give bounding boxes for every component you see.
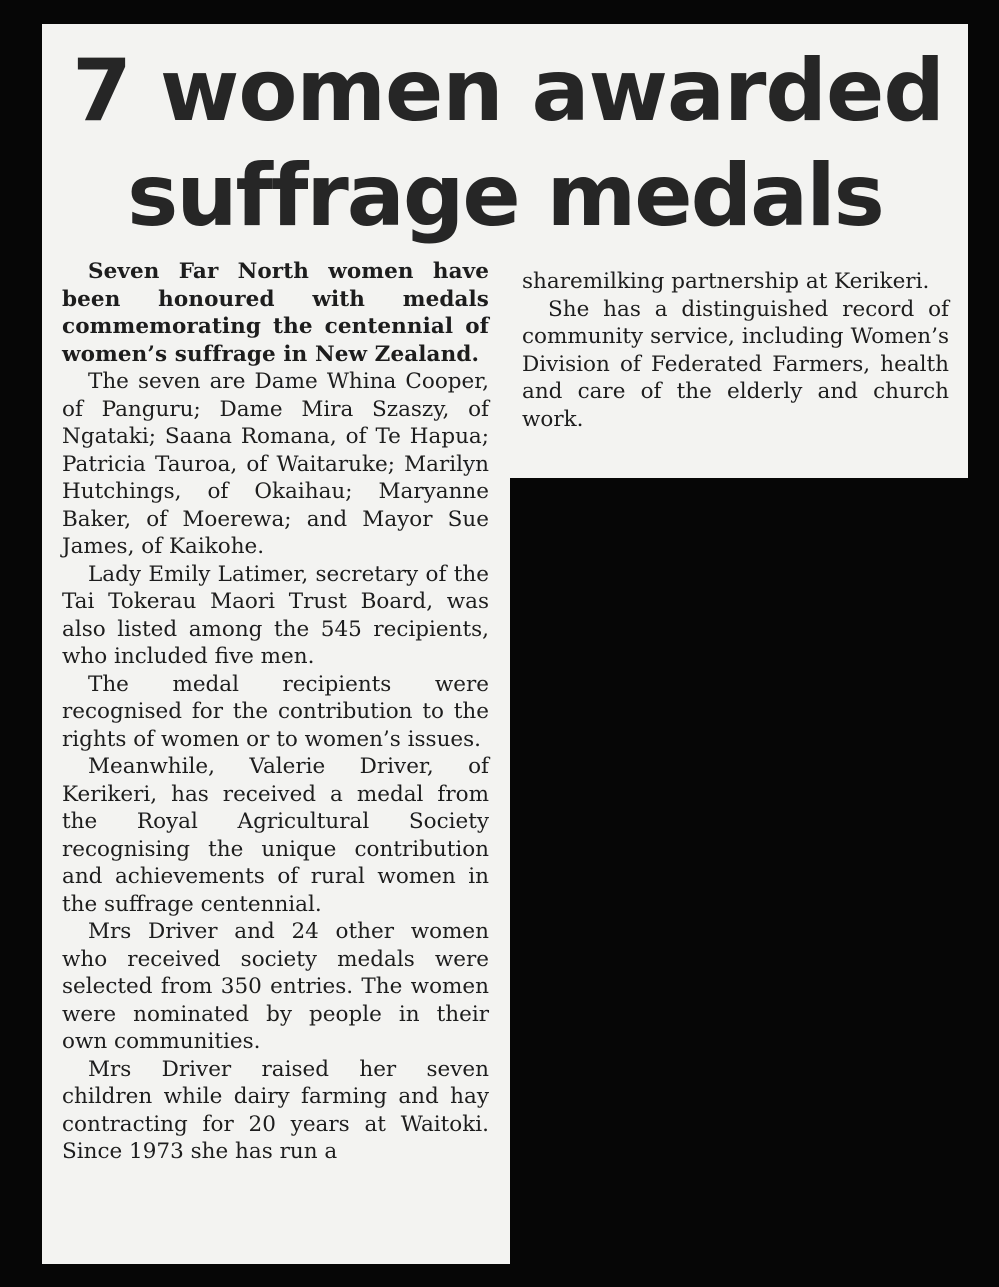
body-paragraph: Lady Emily Latimer, secretary of the Tai Tokerau Maori Trust Board, was also listed among the 545 recipients, who included five men.	[62, 561, 489, 669]
body-paragraph: Mrs Driver raised her seven children while dairy farming and hay contracting for 20 years at Waitoki. Since 1973 she has run a	[62, 1056, 489, 1164]
headline-line-2: suffrage medals	[127, 146, 883, 246]
continued-paragraph: sharemilking partnership at Kerikeri.	[522, 269, 930, 294]
article-left-column	[62, 258, 489, 1166]
body-paragraph: The seven are Dame Whina Cooper, of Panguru; Dame Mira Szaszy, of Ngataki; Saana Romana, of Te Hapua; Patricia Tauroa, of Waitaruke; Marilyn Hutchings, of Okaihau; Maryanne Baker, of Moerewa; and Mayor Sue James, of Kaikohe.	[62, 369, 489, 559]
headline-line-1: 7 women awarded	[72, 41, 944, 141]
body-paragraph: She has a distinguished record of community service, including Women’s Division of Federated Farmers, health and care of the elderly and church work.	[522, 296, 949, 432]
body-paragraph: Mrs Driver and 24 other women who received society medals were selected from 350 entries. The women were nominated by people in their own communities.	[62, 919, 489, 1054]
article-right-column	[522, 268, 949, 433]
body-paragraph: The medal recipients were recognised for the contribution to the rights of women or to women’s issues.	[62, 671, 489, 752]
headline	[42, 38, 968, 248]
lead-paragraph: Seven Far North women have been honoured with medals commemorating the centennial of women’s suffrage in New Zealand.	[62, 259, 489, 367]
body-paragraph: Meanwhile, Valerie Driver, of Kerikeri, has received a medal from the Royal Agricultural Society recognising the unique contribution and achievements of rural women in the suffrage centennial.	[62, 754, 489, 917]
